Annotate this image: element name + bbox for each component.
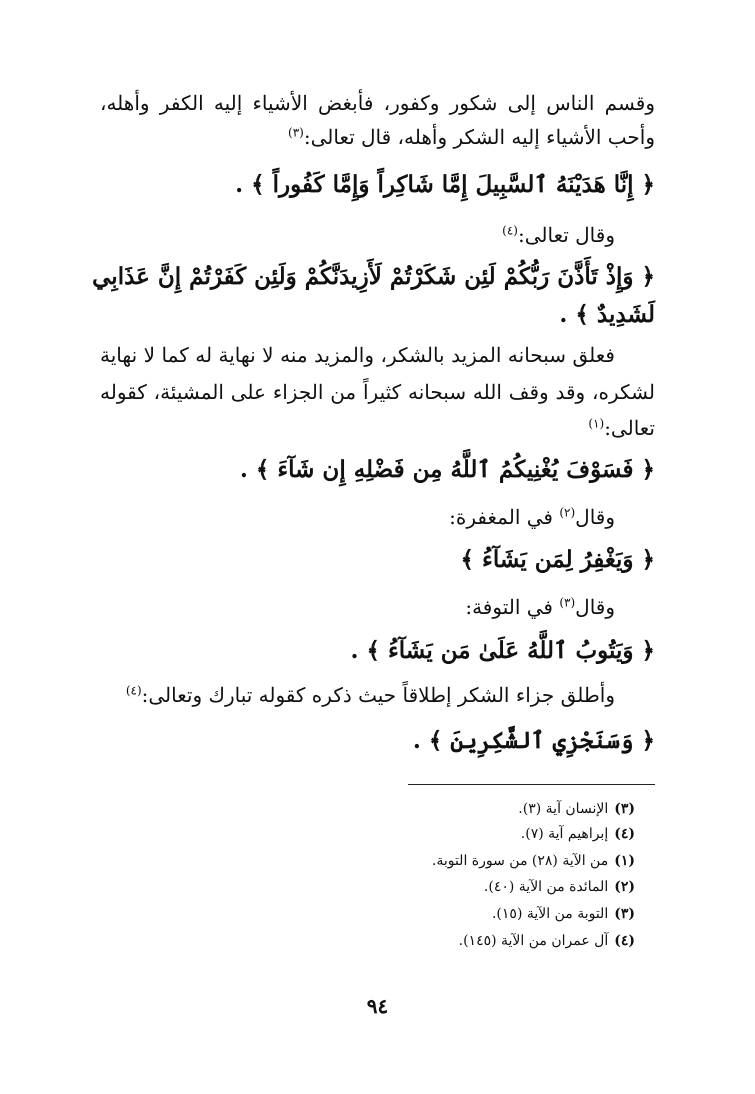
footnote-number: (٣): [614, 801, 635, 817]
paragraph-5-pre: وقال: [575, 595, 615, 619]
page-number: ٩٤: [366, 994, 389, 1018]
footnote-item: [100, 930, 635, 952]
verse-3: ﴿ فَسَوْفَ يُغْنِيكُمُ ٱللَّهُ مِن فَضْلِهِ إِن شَآءَ ﴾ .: [239, 456, 655, 483]
paragraph-5-post: في التوفة:: [465, 595, 560, 619]
footnote-text: الإنسان آية (٣).: [518, 801, 609, 817]
footnote-item: [100, 876, 635, 898]
verse-1: ﴿ إِنَّا هَدَيْنَهُ ٱلسَّبِيلَ إِمَّا شَاكِراً وَإِمَّا كَفُوراً ﴾ .: [235, 171, 655, 198]
footnote-number: (٢): [614, 879, 635, 895]
footnote-divider: [408, 784, 655, 785]
paragraph-3-line-2: لشكره، وقد وقف الله سبحانه كثيراً من الجزاء على المشيئة، كقوله: [100, 380, 655, 404]
footnote-ref-3b: (٣): [559, 595, 576, 610]
footnote-ref-1: (١): [588, 416, 605, 431]
paragraph-1-line-2-text: وأحب الأشياء إليه الشكر وأهله، قال تعالى:: [303, 125, 655, 149]
footnote-number: (٣): [614, 906, 635, 922]
paragraph-6-text: وأطلق جزاء الشكر إطلاقاً حيث ذكره كقوله تبارك وتعالى:: [141, 683, 615, 707]
footnote-text: آل عمران من الآية (١٤٥).: [458, 933, 609, 949]
footnote-number: (٤): [614, 933, 635, 949]
paragraph-2: [100, 220, 615, 250]
verse-2-line-1: ﴿ وَإِذْ تَأَذَّنَ رَبُّكُمْ لَئِن شَكَرْتُمْ لَأَزِيدَنَّكُمْ وَلَئِن كَفَرْتُمْ إِنَّ عَذَابِي: [92, 263, 655, 290]
footnote-ref-3: (٣): [288, 125, 304, 140]
verse-6: ﴿ وَسَنَجْزِي ٱلشَّكِرِينَ ﴾ .: [412, 727, 655, 754]
footnote-text: التوبة من الآية (١٥).: [491, 906, 609, 922]
paragraph-5: [100, 592, 615, 622]
paragraph-3-line-3-text: تعالى:: [604, 416, 655, 440]
footnote-ref-2: (٢): [559, 505, 576, 520]
paragraph-1-line-1: وقسم الناس إلى شكور وكفور، فأبغض الأشياء إليه الكفر وأهله،: [100, 91, 655, 115]
paragraph-4-pre: وقال: [575, 505, 615, 529]
paragraph-6: [100, 680, 615, 710]
verse-5: ﴿ وَيَتُوبُ ٱللَّهُ عَلَىٰ مَن يَشَآءُ ﴾ .: [350, 637, 655, 664]
footnote-item: [100, 823, 635, 845]
footnote-number: (١): [614, 853, 635, 869]
paragraph-2-text: وقال تعالى:: [517, 223, 615, 247]
paragraph-4-post: في المغفرة:: [449, 505, 560, 529]
paragraph-1-line-2: [100, 122, 655, 152]
paragraph-3-line-1: فعلق سبحانه المزيد بالشكر، والمزيد منه لا نهاية له كما لا نهاية: [100, 343, 615, 367]
paragraph-4: [100, 502, 615, 532]
footnote-ref-4b: (٤): [125, 683, 142, 698]
verse-4: ﴿ وَيَغْفِرُ لِمَن يَشَآءُ ﴾: [460, 546, 655, 573]
footnote-text: إبراهيم آية (٧).: [520, 826, 609, 842]
footnote-ref-4: (٤): [502, 223, 518, 238]
footnote-item: [100, 850, 635, 872]
footnote-item: [100, 798, 635, 820]
footnote-number: (٤): [614, 826, 635, 842]
footnote-item: [100, 903, 635, 925]
footnote-text: المائدة من الآية (٤٠).: [483, 879, 609, 895]
footnote-text: من الآية (٢٨) من سورة التوبة.: [431, 853, 609, 869]
verse-2-line-2: لَشَدِيدٌ ﴾ .: [559, 301, 655, 328]
paragraph-3-line-3: [100, 413, 655, 443]
